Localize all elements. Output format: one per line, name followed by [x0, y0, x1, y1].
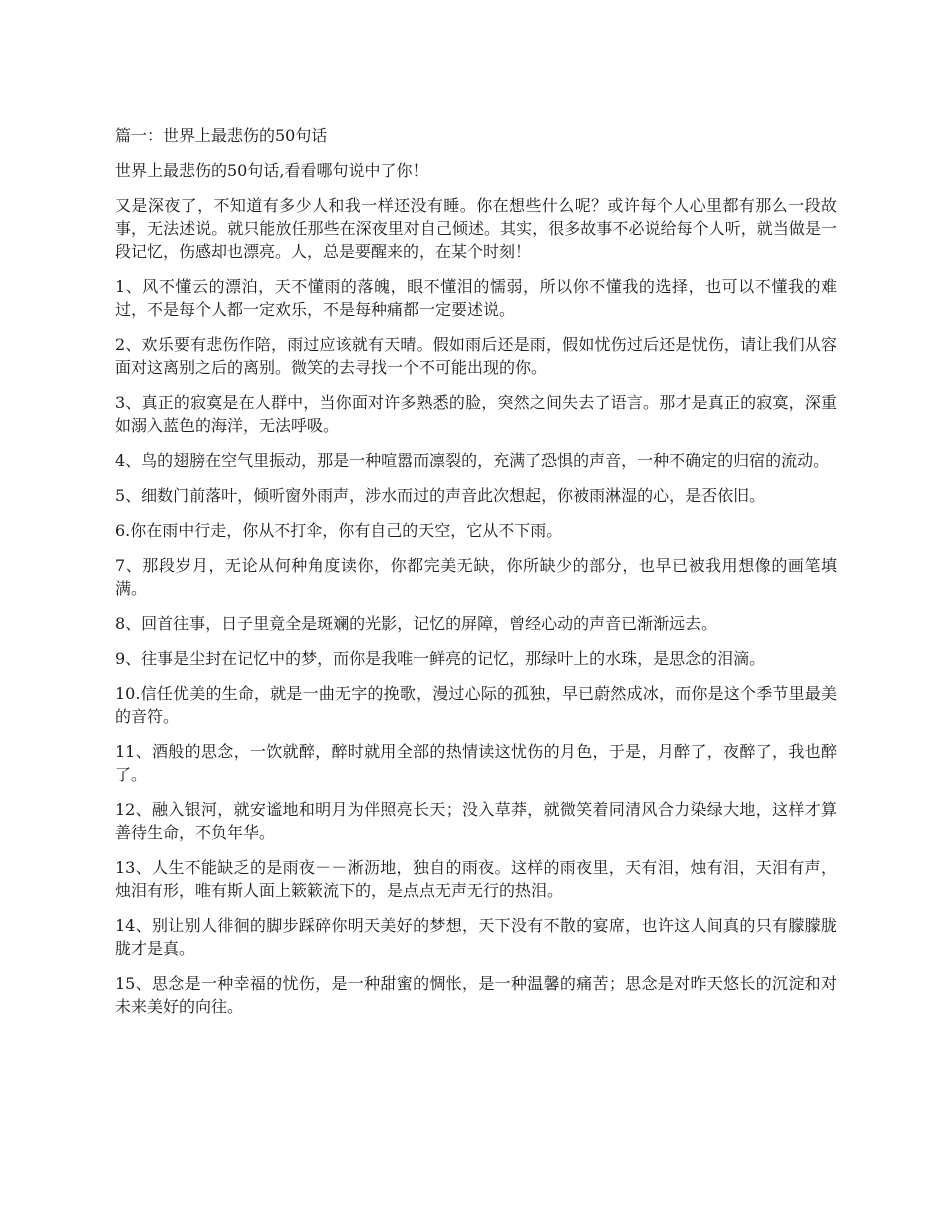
quote-item-3: 3、真正的寂寞是在人群中，当你面对许多熟悉的脸，突然之间失去了语言。那才是真正的寂寞，深重如溺入蓝色的海洋，无法呼吸。: [115, 393, 837, 435]
quote-item-7: 7、那段岁月，无论从何种角度读你，你都完美无缺，你所缺少的部分，也早已被我用想像的画笔填满。: [115, 556, 837, 598]
document-title: 篇一：世界上最悲伤的50句话: [115, 126, 328, 145]
quote-item-1: 1、风不懂云的漂泊，天不懂雨的落魄，眼不懂泪的懦弱，所以你不懂我的选择，也可以不懂我的难过，不是每个人都一定欢乐，不是每种痛都一定要述说。: [115, 277, 837, 319]
document-subtitle: 世界上最悲伤的50句话,看看哪句说中了你！: [115, 161, 429, 180]
quote-item-4: 4、鸟的翅膀在空气里振动，那是一种喧嚣而凛裂的，充满了恐惧的声音，一种不确定的归宿的流动。: [115, 451, 830, 470]
quote-item-14: 14、别让别人徘徊的脚步踩碎你明天美好的梦想，天下没有不散的宴席，也许这人间真的只有朦朦胧胧才是真。: [115, 916, 837, 958]
quote-item-9: 9、往事是尘封在记忆中的梦，而你是我唯一鲜亮的记忆，那绿叶上的水珠，是思念的泪滴。: [115, 649, 766, 668]
document-body: [115, 124, 837, 1030]
quote-item-11: 11、酒般的思念，一饮就醉，醉时就用全部的热情读这忧伤的月色，于是，月醉了，夜醉了，我也醉了。: [115, 742, 837, 784]
quote-item-12: 12、融入银河，就安谧地和明月为伴照亮长天；没入草莽，就微笑着同清风合力染绿大地，这样才算善待生命，不负年华。: [115, 800, 837, 842]
quote-item-10: 10.信任优美的生命，就是一曲无字的挽歌，漫过心际的孤独，早已蔚然成冰，而你是这个季节里最美的音符。: [115, 684, 837, 726]
quote-item-15: 15、思念是一种幸福的忧伤，是一种甜蜜的惆怅，是一种温馨的痛苦；思念是对昨天悠长的沉淀和对未来美好的向往。: [115, 974, 837, 1016]
quote-item-13: 13、人生不能缺乏的是雨夜－－淅沥地，独自的雨夜。这样的雨夜里，天有泪，烛有泪，天泪有声，烛泪有形，唯有斯人面上簌簌流下的，是点点无声无行的热泪。: [115, 858, 837, 900]
quote-item-6: 6.你在雨中行走，你从不打伞，你有自己的天空，它从不下雨。: [115, 521, 563, 540]
quote-item-2: 2、欢乐要有悲伤作陪，雨过应该就有天晴。假如雨后还是雨，假如忧伤过后还是忧伤，请让我们从容面对这离别之后的离别。微笑的去寻找一个不可能出现的你。: [115, 335, 837, 377]
intro-paragraph: 又是深夜了，不知道有多少人和我一样还没有睡。你在想些什么呢？或许每个人心里都有那么一段故事，无法述说。就只能放任那些在深夜里对自己倾述。其实，很多故事不必说给每个人听，就当做是一段记忆，伤感却也漂亮。人，总是要醒来的，在某个时刻！: [115, 196, 837, 261]
quote-item-8: 8、回首往事，日子里竟全是斑斓的光影，记忆的屏障，曾经心动的声音已渐渐远去。: [115, 614, 718, 633]
quote-item-5: 5、细数门前落叶，倾听窗外雨声，涉水而过的声音此次想起，你被雨淋湿的心，是否依旧。: [115, 486, 766, 505]
